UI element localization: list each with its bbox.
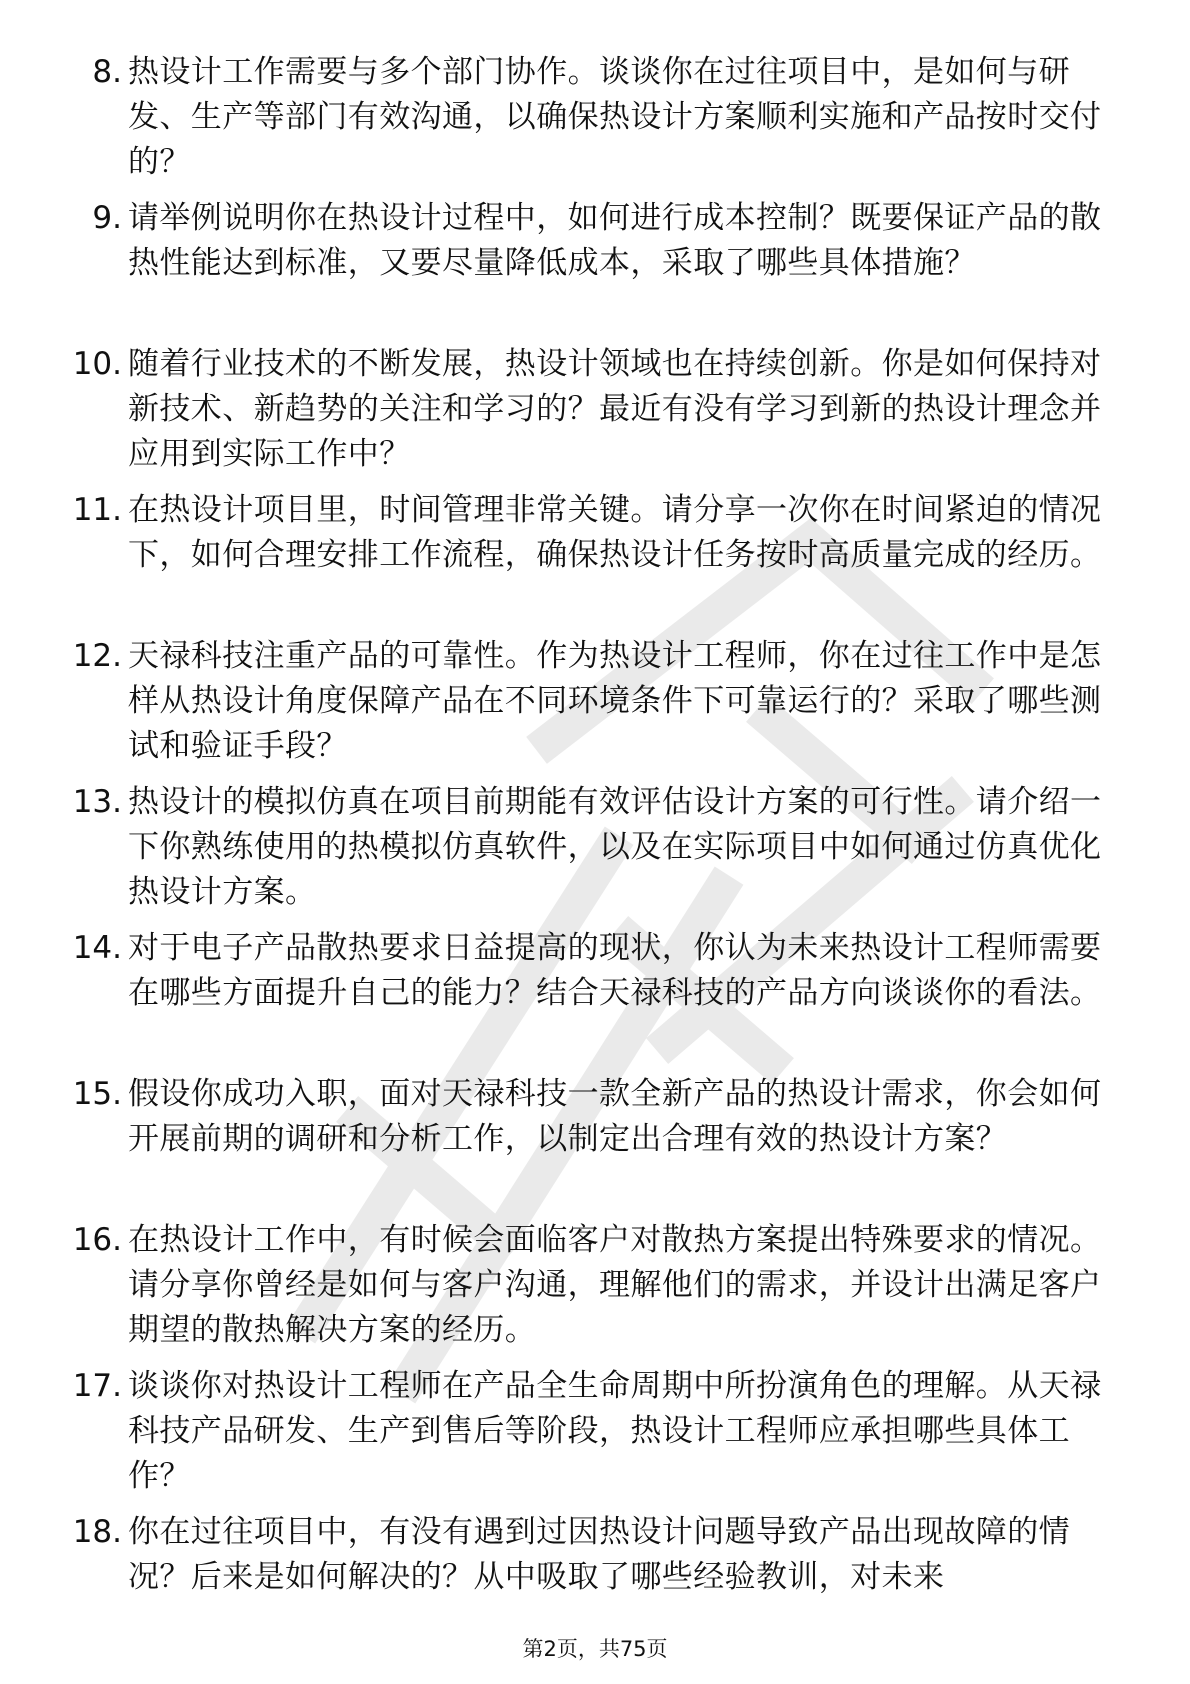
question-text: 在热设计项目里，时间管理非常关键。请分享一次你在时间紧迫的情况下，如何合理安排工作流程，确保热设计任务按时高质量完成的经历。 (128, 492, 1102, 573)
question-text: 对于电子产品散热要求日益提高的现状，你认为未来热设计工程师需要在哪些方面提升自己的能力？结合天禄科技的产品方向谈谈你的看法。 (128, 930, 1102, 1011)
question-number: 15. (72, 1076, 122, 1112)
question-list (0, 50, 1190, 1656)
question-number: 18. (72, 1514, 122, 1550)
question-text: 热设计工作需要与多个部门协作。谈谈你在过往项目中，是如何与研发、生产等部门有效沟通，以确保热设计方案顺利实施和产品按时交付的？ (128, 54, 1102, 180)
question-number: 16. (72, 1222, 122, 1258)
question-number: 8. (92, 54, 122, 90)
question-number: 9. (92, 200, 122, 236)
question-text: 你在过往项目中，有没有遇到过因热设计问题导致产品出现故障的情况？后来是如何解决的？从中吸取了哪些经验教训，对未来 (128, 1514, 1070, 1595)
question-number: 17. (72, 1368, 122, 1404)
question-item (0, 780, 1190, 926)
question-text: 随着行业技术的不断发展，热设计领域也在持续创新。你是如何保持对新技术、新趋势的关注和学习的？最近有没有学习到新的热设计理念并应用到实际工作中？ (128, 346, 1102, 472)
page-number-footer: 第2页，共75页 (522, 1637, 668, 1661)
question-item (0, 50, 1190, 196)
question-item (0, 634, 1190, 780)
question-text: 请举例说明你在热设计过程中，如何进行成本控制？既要保证产品的散热性能达到标准，又要尽量降低成本，采取了哪些具体措施？ (128, 200, 1102, 281)
question-text: 假设你成功入职，面对天禄科技一款全新产品的热设计需求，你会如何开展前期的调研和分析工作，以制定出合理有效的热设计方案？ (128, 1076, 1102, 1157)
question-item (0, 1364, 1190, 1510)
question-number: 12. (72, 638, 122, 674)
question-item (0, 488, 1190, 634)
question-text: 谈谈你对热设计工程师在产品全生命周期中所扮演角色的理解。从天禄科技产品研发、生产到售后等阶段，热设计工程师应承担哪些具体工作？ (128, 1368, 1102, 1494)
question-item (0, 196, 1190, 342)
question-number: 10. (72, 346, 122, 382)
question-item (0, 1072, 1190, 1218)
question-text: 天禄科技注重产品的可靠性。作为热设计工程师，你在过往工作中是怎样从热设计角度保障产品在不同环境条件下可靠运行的？采取了哪些测试和验证手段？ (128, 638, 1102, 764)
question-text: 热设计的模拟仿真在项目前期能有效评估设计方案的可行性。请介绍一下你熟练使用的热模拟仿真软件，以及在实际项目中如何通过仿真优化热设计方案。 (128, 784, 1102, 910)
question-item (0, 1218, 1190, 1364)
question-number: 14. (72, 930, 122, 966)
question-number: 11. (72, 492, 122, 528)
question-text: 在热设计工作中，有时候会面临客户对散热方案提出特殊要求的情况。请分享你曾经是如何与客户沟通，理解他们的需求，并设计出满足客户期望的散热解决方案的经历。 (128, 1222, 1102, 1348)
question-number: 13. (72, 784, 122, 820)
question-item (0, 926, 1190, 1072)
question-item (0, 342, 1190, 488)
